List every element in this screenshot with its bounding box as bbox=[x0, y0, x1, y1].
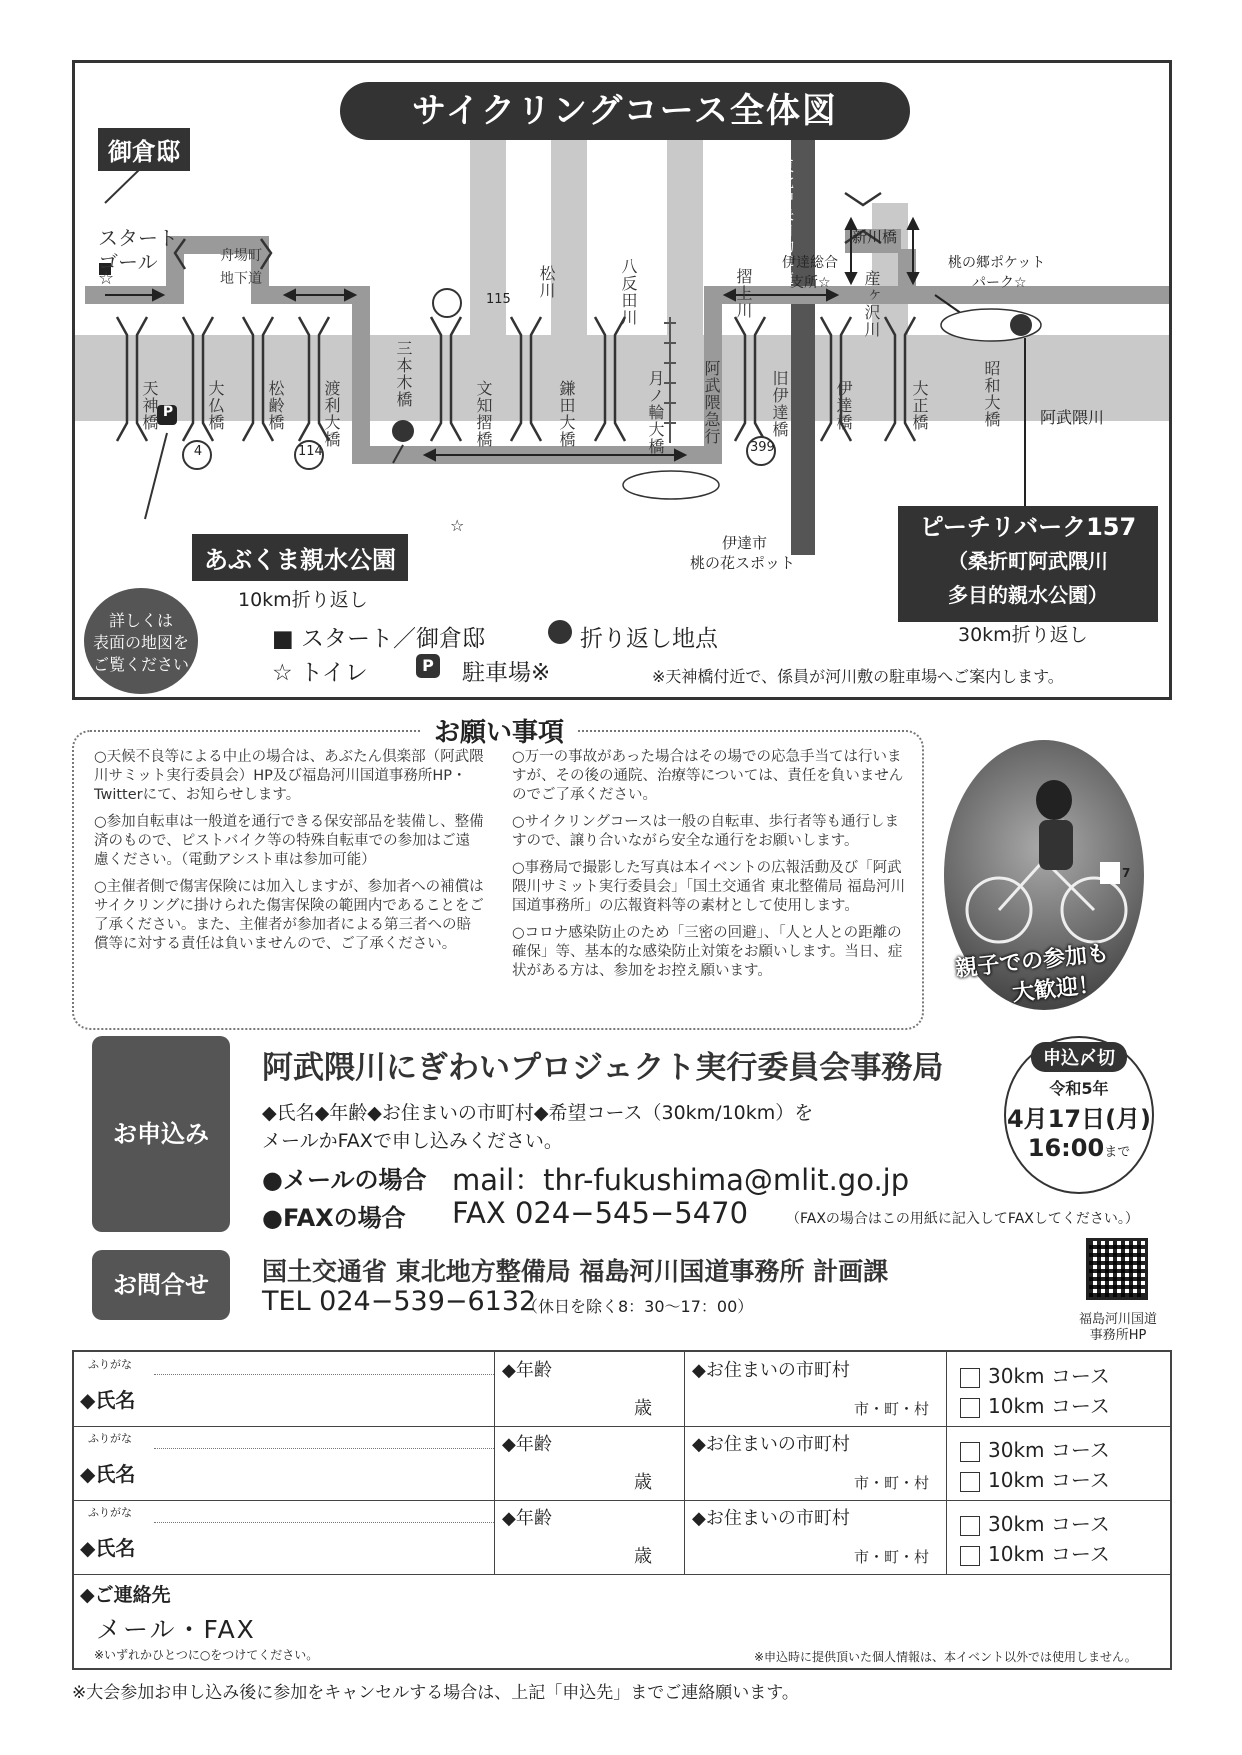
legend-start: ■ スタート／御倉邸 bbox=[272, 626, 486, 652]
legend-turn: 折り返し地点 bbox=[580, 626, 718, 652]
age-input[interactable] bbox=[502, 1376, 652, 1424]
age-label: ◆年齢 bbox=[502, 1508, 552, 1529]
sangasawa-label: 産ヶ沢川 bbox=[862, 270, 881, 338]
notes-left-column bbox=[94, 748, 484, 954]
form-row bbox=[74, 1426, 1170, 1501]
checkbox-30[interactable] bbox=[960, 1442, 980, 1462]
note-item: ○万一の事故があった場合はその場での応急手当ては行いますが、その後の通院、治療等については、責任を負いませんのでご了承ください。 bbox=[512, 749, 904, 803]
photo-caption-1: 親子での参加も bbox=[954, 941, 1111, 982]
apply-line-1: ◆氏名◆年齢◆お住まいの市町村◆希望コース（30km/10km）を bbox=[262, 1102, 814, 1124]
apply-label: お申込み bbox=[92, 1036, 230, 1232]
checkbox-10[interactable] bbox=[960, 1546, 980, 1566]
age-unit: 歳 bbox=[634, 1472, 652, 1493]
course-30-label: 30km コース bbox=[988, 1364, 1110, 1388]
course-10-label: 10km コース bbox=[988, 1468, 1110, 1492]
legend-parking: 駐車場※ bbox=[462, 660, 551, 686]
funaba-label-1: 舟場町 bbox=[220, 248, 262, 264]
checkbox-10[interactable] bbox=[960, 1398, 980, 1418]
contact-label: お問合せ bbox=[92, 1250, 230, 1320]
bridge-watari: 渡利大橋 bbox=[322, 380, 341, 448]
col-divider bbox=[684, 1426, 685, 1500]
col-divider bbox=[494, 1426, 495, 1500]
detail-badge bbox=[84, 588, 198, 694]
river-suriage-label: 摺上川 bbox=[734, 268, 753, 319]
age-input[interactable] bbox=[502, 1524, 652, 1572]
age-unit: 歳 bbox=[634, 1398, 652, 1419]
abukuma-river-label: 阿武隈川 bbox=[1040, 408, 1105, 427]
peach-river-title: ピーチリバーク157 bbox=[919, 513, 1137, 541]
start-label: スタート bbox=[98, 226, 178, 250]
furigana-divider bbox=[154, 1522, 494, 1523]
col-divider bbox=[946, 1352, 947, 1426]
furigana-label: ふりがな bbox=[88, 1506, 132, 1519]
qr-caption-2: 事務所HP bbox=[1089, 1328, 1147, 1343]
city-suffix: 市・町・村 bbox=[854, 1400, 930, 1418]
railway-abukuma: 阿武隈急行 bbox=[702, 360, 721, 445]
route-399-label: 399 bbox=[750, 440, 775, 455]
name-input[interactable] bbox=[154, 1526, 494, 1570]
abukuma-park-label: あぶくま親水公園 bbox=[192, 534, 408, 581]
city-suffix: 市・町・村 bbox=[854, 1474, 930, 1492]
parking-note: ※天神橋付近で、係員が河川敷の駐車場へご案内します。 bbox=[652, 667, 1064, 686]
course-30-label: 30km コース bbox=[988, 1438, 1110, 1462]
col-divider bbox=[946, 1500, 947, 1574]
course-30-option[interactable] bbox=[960, 1508, 1110, 1537]
notes-title: お願い事項 bbox=[420, 712, 578, 749]
contact-org: 国土交通省 東北地方整備局 福島河川国道事務所 計画課 bbox=[262, 1257, 889, 1286]
start-toilet-icon: ☆ bbox=[98, 268, 115, 289]
circle-note: ※いずれかひとつに○をつけてください。 bbox=[94, 1648, 319, 1662]
date-shisho-label-2: 支所☆ bbox=[790, 275, 831, 291]
legend-toilet: ☆ トイレ bbox=[272, 660, 368, 686]
momonosato-label-2: パーク☆ bbox=[972, 275, 1027, 291]
course-30-option[interactable] bbox=[960, 1360, 1110, 1389]
qr-code-icon[interactable] bbox=[1086, 1238, 1148, 1300]
route-4-label: 4 bbox=[193, 444, 203, 459]
legend-turn-icon bbox=[548, 620, 572, 644]
form-row bbox=[74, 1500, 1170, 1575]
application-form bbox=[72, 1350, 1172, 1670]
city-label: ◆お住まいの市町村 bbox=[692, 1508, 850, 1529]
photo-caption-2: 大歓迎！ bbox=[1011, 972, 1102, 1007]
goal-label: ゴール bbox=[98, 250, 158, 274]
course-30-label: 30km コース bbox=[988, 1512, 1110, 1536]
bridge-showa: 昭和大橋 bbox=[982, 360, 1001, 428]
name-label: ◆氏名 bbox=[80, 1388, 136, 1412]
date-shisho-label-1: 伊達総合 bbox=[782, 255, 838, 271]
note-item: ○主催者側で傷害保険には加入しますが、参加者への補償はサイクリングに掛けられた傷害保険の範囲内であることをご了承ください。また、主催者が参加者による第三者への賠償等に対する責任は負いませんので、ご了承ください。 bbox=[94, 879, 484, 952]
funaba-label-2: 地下道 bbox=[220, 271, 262, 287]
age-label: ◆年齢 bbox=[502, 1434, 552, 1455]
privacy-note: ※申込時に提供頂いた個人情報は、本イベント以外では使用しません。 bbox=[754, 1650, 1137, 1664]
age-label: ◆年齢 bbox=[502, 1360, 552, 1381]
detail-line-1: 詳しくは bbox=[108, 611, 173, 630]
bridge-tenjin: 天神橋 bbox=[140, 380, 159, 431]
bridge-tsukinowa: 月ノ輪大橋 bbox=[646, 370, 665, 455]
route-114-label: 114 bbox=[298, 444, 323, 459]
name-label: ◆氏名 bbox=[80, 1462, 136, 1486]
age-unit: 歳 bbox=[634, 1546, 652, 1567]
qr-caption-1: 福島河川国道 bbox=[1078, 1312, 1157, 1327]
checkbox-10[interactable] bbox=[960, 1472, 980, 1492]
deadline-time: 16:00 bbox=[1027, 1134, 1105, 1162]
river-suriage bbox=[667, 137, 703, 337]
footer-note: ※大会参加お申し込み後に参加をキャンセルする場合は、上記「申込先」までご連絡願います。 bbox=[72, 1683, 799, 1703]
turnaround-30-marker bbox=[1010, 314, 1032, 336]
bridge-daibutsu: 大仏橋 bbox=[206, 380, 225, 431]
mikura-label: 御倉邸 bbox=[98, 128, 190, 171]
name-input[interactable] bbox=[154, 1378, 494, 1422]
contact-method-label: ◆ご連絡先 bbox=[80, 1584, 171, 1606]
river-hattanda-label: 八反田川 bbox=[619, 258, 638, 326]
bike-number: 7 bbox=[1122, 866, 1131, 880]
checkbox-30[interactable] bbox=[960, 1368, 980, 1388]
bridge-kyudate: 旧伊達橋 bbox=[770, 370, 789, 438]
col-divider bbox=[946, 1426, 947, 1500]
city-input[interactable] bbox=[692, 1524, 842, 1572]
river-matsukawa bbox=[470, 137, 506, 337]
legend-parking-icon: P bbox=[416, 654, 440, 678]
course-30-option[interactable] bbox=[960, 1434, 1110, 1463]
note-item: ○コロナ感染防止のため「三密の回避」、「人と人との距離の確保」等、基本的な感染防止対策をお願いします。当日、症状がある方は、参加をお控え願います。 bbox=[512, 925, 903, 979]
deadline-badge bbox=[1004, 1036, 1154, 1194]
apply-org: 阿武隈川にぎわいプロジェクト実行委員会事務局 bbox=[262, 1050, 944, 1086]
apply-line-2: メールかFAXで申し込みください。 bbox=[262, 1130, 563, 1152]
deadline-made: まで bbox=[1104, 1145, 1131, 1160]
turn-30km-label: 30km折り返し bbox=[958, 624, 1088, 646]
contact-tel: TEL 024−539−6132 bbox=[262, 1286, 537, 1317]
city-label: ◆お住まいの市町村 bbox=[692, 1434, 850, 1455]
toilet-marker-icon: ☆ bbox=[450, 516, 465, 535]
course-10-option[interactable] bbox=[960, 1390, 1110, 1419]
city-input[interactable] bbox=[692, 1376, 842, 1424]
course-10-option[interactable] bbox=[960, 1464, 1110, 1493]
peach-river-sub-2: 多目的親水公園） bbox=[948, 583, 1108, 607]
peach-river-box bbox=[898, 506, 1158, 622]
city-input[interactable] bbox=[692, 1450, 842, 1498]
deadline-era: 令和5年 bbox=[1049, 1079, 1109, 1098]
contact-method-options[interactable]: メール・FAX bbox=[96, 1615, 256, 1644]
momo-spot-label-2: 桃の花スポット bbox=[690, 554, 796, 572]
bridge-shorei: 松齢橋 bbox=[266, 380, 285, 431]
parking-icon: P bbox=[162, 404, 174, 420]
turn-10km-label: 10km折り返し bbox=[238, 589, 368, 611]
col-divider bbox=[684, 1352, 685, 1426]
map-title: サイクリングコース全体図 bbox=[340, 82, 910, 140]
note-item: ○天候不良等による中止の場合は、あぶたん倶楽部（阿武隈川サミット実行委員会）HP及び福島河川国道事務所HP・Twitterにて、お知らせします。 bbox=[94, 749, 484, 803]
furigana-label: ふりがな bbox=[88, 1432, 132, 1445]
river-matsukawa-label: 松川 bbox=[537, 265, 556, 299]
fax-number: FAX 024−545−5470 bbox=[452, 1196, 749, 1230]
checkbox-30[interactable] bbox=[960, 1516, 980, 1536]
course-10-option[interactable] bbox=[960, 1538, 1110, 1567]
city-suffix: 市・町・村 bbox=[854, 1548, 930, 1566]
course-10-label: 10km コース bbox=[988, 1394, 1110, 1418]
bridge-date: 伊達橋 bbox=[834, 380, 853, 431]
form-row bbox=[74, 1352, 1170, 1427]
momo-spot-ellipse bbox=[623, 471, 719, 499]
mail-label: ●メールの場合 bbox=[262, 1166, 427, 1194]
peach-river-sub-1: （桑折町阿武隈川 bbox=[948, 549, 1108, 573]
deadline-title: 申込〆切 bbox=[1031, 1042, 1127, 1072]
furigana-label: ふりがな bbox=[88, 1358, 132, 1371]
course-10-label: 10km コース bbox=[988, 1542, 1110, 1566]
col-divider bbox=[494, 1500, 495, 1574]
bridge-sanbongi: 三本木橋 bbox=[394, 340, 413, 408]
note-item: ○サイクリングコースは一般の自転車、歩行者等も通行しますので、譲り合いながら安全な通行をお願いします。 bbox=[512, 814, 900, 849]
name-label: ◆氏名 bbox=[80, 1536, 136, 1560]
highway-label: 東北中央自動車道 bbox=[777, 158, 795, 286]
fax-label: ●FAXの場合 bbox=[262, 1204, 406, 1232]
age-input[interactable] bbox=[502, 1450, 652, 1498]
bridge-kamata: 鎌田大橋 bbox=[557, 380, 576, 448]
notes-right-column bbox=[512, 748, 912, 981]
shinkawa-bridge-label: 新川橋 bbox=[852, 228, 898, 246]
furigana-divider bbox=[154, 1448, 494, 1449]
note-item: ○参加自転車は一般道を通行できる保安部品を装備し、整備済のもので、ピストバイク等の特殊自転車での参加はご遠慮ください。（電動アシスト車は参加可能） bbox=[94, 814, 484, 868]
route-115-label: 115 bbox=[486, 292, 511, 307]
note-item: ○事務局で撮影した写真は本イベントの広報活動及び「阿武隈川サミット実行委員会」「国土交通省 東北整備局 福島河川国道事務所」の広報資料等の素材として使用します。 bbox=[512, 860, 906, 914]
contact-hours: （休日を除く8：30〜17：00） bbox=[522, 1297, 754, 1316]
detail-line-3: ご覧ください bbox=[92, 655, 189, 674]
furigana-divider bbox=[154, 1374, 494, 1375]
mail-address[interactable]: mail：thr-fukushima@mlit.go.jp bbox=[452, 1163, 910, 1197]
route-115-shield bbox=[433, 289, 461, 317]
bridge-mojizuri: 文知摺橋 bbox=[474, 380, 493, 448]
fax-note: （FAXの場合はこの用紙に記入してFAXしてください。） bbox=[786, 1211, 1139, 1227]
bridge-taisho: 大正橋 bbox=[910, 380, 929, 431]
river-band bbox=[75, 335, 1169, 421]
momonosato-label-1: 桃の郷ポケット bbox=[948, 255, 1046, 271]
name-input[interactable] bbox=[154, 1452, 494, 1496]
momo-spot-label-1: 伊達市 bbox=[722, 534, 768, 552]
detail-line-2: 表面の地図を bbox=[92, 633, 189, 652]
city-label: ◆お住まいの市町村 bbox=[692, 1360, 850, 1381]
col-divider bbox=[684, 1500, 685, 1574]
river-hattanda bbox=[551, 137, 587, 337]
col-divider bbox=[494, 1352, 495, 1426]
deadline-date: 4月17日(月) bbox=[1006, 1105, 1152, 1133]
turnaround-10-marker bbox=[392, 420, 414, 442]
